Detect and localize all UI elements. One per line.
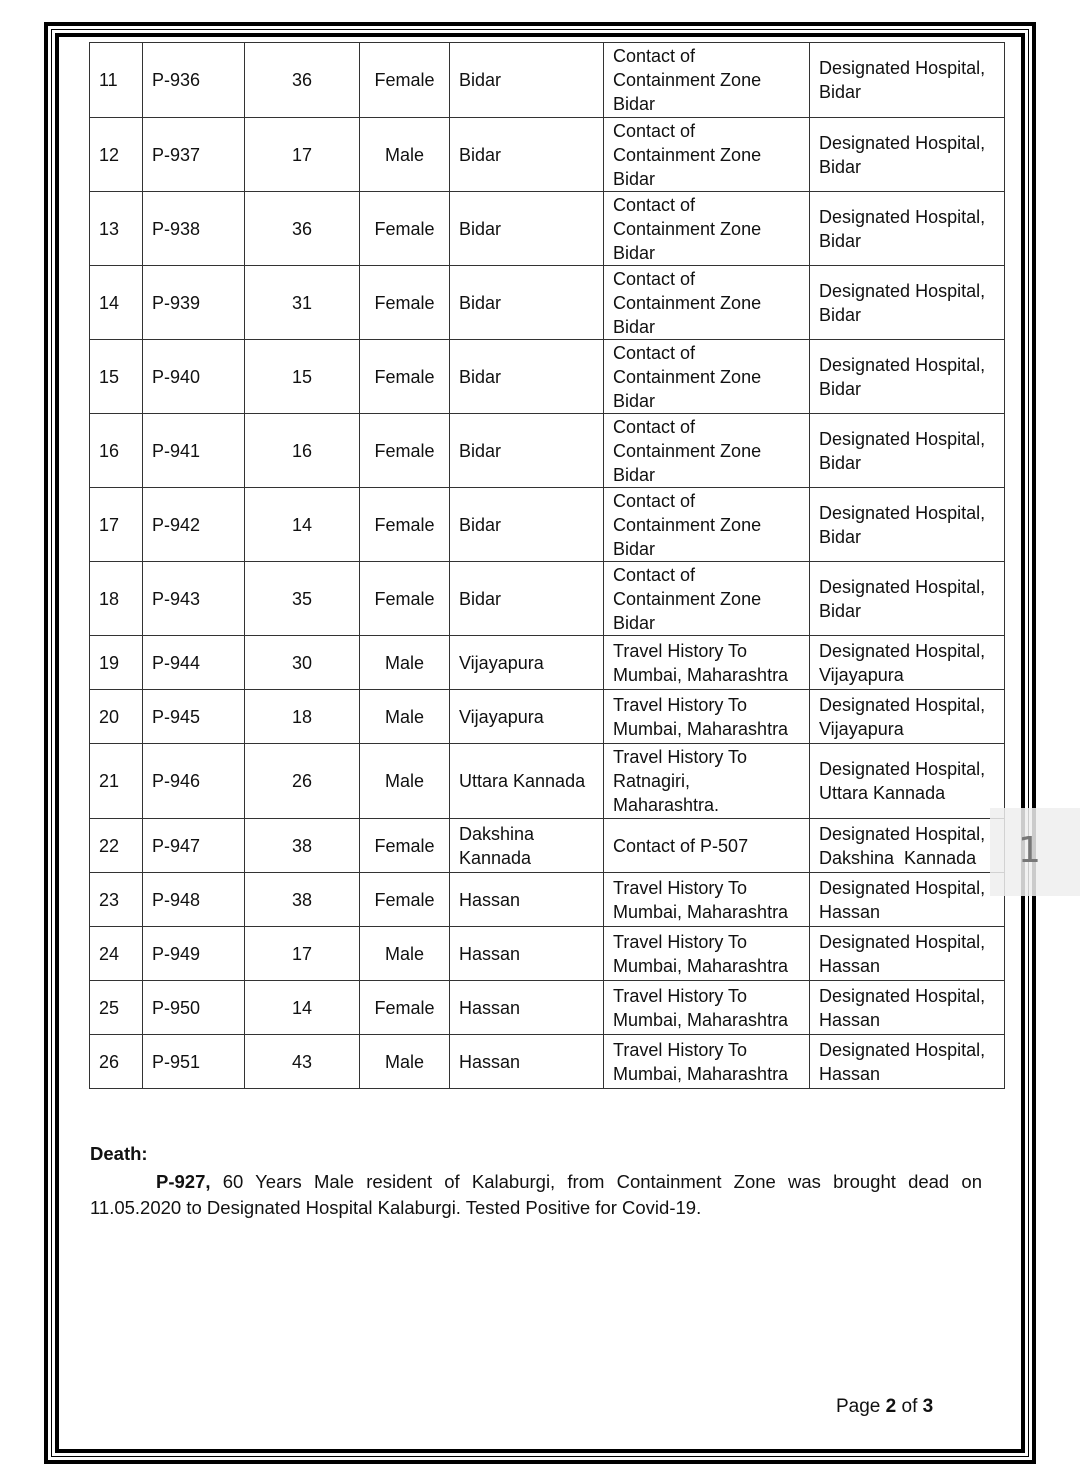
cell-district: Hassan <box>450 981 604 1035</box>
cell-travel-history <box>604 927 810 981</box>
cell-hospital <box>810 1035 1005 1089</box>
cell-hospital-line: Designated Hospital, <box>819 694 986 715</box>
cell-hospital <box>810 690 1005 744</box>
cell-hospital-line: Hassan <box>819 901 881 922</box>
cell-age: 14 <box>245 488 360 562</box>
cell-hospital <box>810 192 1005 266</box>
cell-hospital-line: Bidar <box>819 526 862 547</box>
cell-travel-history-line: Containment Zone <box>613 144 762 165</box>
cell-hospital-line: Designated Hospital, <box>819 877 986 898</box>
cell-gender: Male <box>360 744 450 819</box>
cell-hospital-line: Designated Hospital, <box>819 428 986 449</box>
cell-serial-number: 20 <box>90 690 143 744</box>
cell-hospital <box>810 414 1005 488</box>
footer-page-label: Page <box>836 1396 886 1417</box>
cell-patient-id: P-951 <box>143 1035 245 1089</box>
cell-hospital-line: Designated Hospital, <box>819 58 986 78</box>
cell-travel-history-line: Contact of <box>613 120 696 141</box>
cell-patient-id: P-945 <box>143 690 245 744</box>
cell-hospital <box>810 266 1005 340</box>
cell-hospital-line: Designated Hospital, <box>819 132 986 153</box>
cell-gender: Male <box>360 118 450 192</box>
cell-hospital-line: Vijayapura <box>819 664 904 685</box>
cell-age: 35 <box>245 562 360 636</box>
cell-hospital-line: Designated Hospital, <box>819 759 986 779</box>
cell-travel-history-line: Contact of <box>613 194 696 215</box>
table-row <box>90 118 1005 192</box>
cell-hospital <box>810 118 1005 192</box>
cell-hospital-line: Bidar <box>819 156 862 177</box>
table-row <box>90 192 1005 266</box>
table-row <box>90 414 1005 488</box>
cell-district: Bidar <box>450 414 604 488</box>
cell-gender: Female <box>360 873 450 927</box>
cell-gender: Female <box>360 192 450 266</box>
cell-age: 14 <box>245 981 360 1035</box>
death-details: 60 Years Male resident of Kalaburgi, from Containment Zone was brought dead on 11.05.2020 to Designated Hospital Kalaburgi. Tested Positive for Covid-19. <box>90 1171 982 1218</box>
cell-travel-history-line: Containment Zone <box>613 588 762 609</box>
cell-district: Hassan <box>450 873 604 927</box>
cell-gender: Male <box>360 690 450 744</box>
page-footer <box>836 1396 933 1418</box>
footer-total-pages: 3 <box>922 1396 934 1417</box>
cell-gender: Female <box>360 340 450 414</box>
cell-hospital-line: Bidar <box>819 600 862 621</box>
cell-travel-history <box>604 819 810 873</box>
cell-patient-id: P-940 <box>143 340 245 414</box>
cell-gender: Female <box>360 819 450 873</box>
cell-district: Vijayapura <box>450 690 604 744</box>
cell-gender: Female <box>360 266 450 340</box>
cell-travel-history-line: Containment Zone <box>613 366 762 387</box>
cell-serial-number: 17 <box>90 488 143 562</box>
cell-patient-id: P-947 <box>143 819 245 873</box>
cell-travel-history-line: Mumbai, Maharashtra <box>613 1009 789 1030</box>
cell-travel-history-line: Travel History To <box>613 1039 748 1060</box>
footer-current-page: 2 <box>885 1396 897 1417</box>
cell-travel-history-line: Maharashtra. <box>613 795 720 815</box>
cell-age: 38 <box>245 819 360 873</box>
table-row <box>90 562 1005 636</box>
cell-serial-number: 22 <box>90 819 143 873</box>
cell-travel-history-line: Travel History To <box>613 694 748 715</box>
cell-hospital-line: Designated Hospital, <box>819 931 986 952</box>
cell-hospital-line: Uttara Kannada <box>819 783 946 803</box>
cell-serial-number: 19 <box>90 636 143 690</box>
cell-age: 43 <box>245 1035 360 1089</box>
cell-travel-history-line: Bidar <box>613 464 656 485</box>
table-row <box>90 488 1005 562</box>
cell-hospital-line: Hassan <box>819 1063 881 1084</box>
cell-travel-history <box>604 414 810 488</box>
cell-gender: Female <box>360 562 450 636</box>
cell-travel-history <box>604 744 810 819</box>
cell-district: Bidar <box>450 488 604 562</box>
table-row <box>90 636 1005 690</box>
cell-age: 30 <box>245 636 360 690</box>
table-row <box>90 43 1005 118</box>
cell-travel-history-line: Contact of <box>613 46 696 66</box>
cell-travel-history <box>604 488 810 562</box>
cell-hospital-line: Designated Hospital, <box>819 502 986 523</box>
cell-district: Hassan <box>450 927 604 981</box>
cell-travel-history-line: Contact of <box>613 564 696 585</box>
cell-travel-history-line: Contact of <box>613 490 696 511</box>
cell-hospital-line: Bidar <box>819 378 862 399</box>
cell-travel-history-line: Mumbai, Maharashtra <box>613 664 789 685</box>
cell-hospital <box>810 340 1005 414</box>
cell-travel-history-line: Containment Zone <box>613 292 762 313</box>
cell-hospital-line: Designated Hospital, <box>819 1039 986 1060</box>
cell-age: 15 <box>245 340 360 414</box>
cell-gender: Female <box>360 43 450 118</box>
cell-serial-number: 24 <box>90 927 143 981</box>
cell-travel-history-line: Travel History To <box>613 931 748 952</box>
table-row <box>90 927 1005 981</box>
cell-hospital-line: Designated Hospital, <box>819 576 986 597</box>
footer-of-label: of <box>896 1396 923 1417</box>
cell-travel-history <box>604 43 810 118</box>
cell-hospital-line: Designated Hospital, <box>819 985 986 1006</box>
cell-age: 26 <box>245 744 360 819</box>
cell-travel-history-line: Containment Zone <box>613 514 762 535</box>
cell-travel-history <box>604 562 810 636</box>
cell-hospital <box>810 43 1005 118</box>
cell-district: Uttara Kannada <box>450 744 604 819</box>
cell-serial-number: 16 <box>90 414 143 488</box>
cell-serial-number: 13 <box>90 192 143 266</box>
cell-gender: Male <box>360 1035 450 1089</box>
cell-age: 16 <box>245 414 360 488</box>
cell-travel-history-line: Bidar <box>613 168 656 189</box>
cell-hospital <box>810 744 1005 819</box>
cell-travel-history-line: Travel History To <box>613 747 748 767</box>
cell-travel-history-line: Contact of <box>613 342 696 363</box>
cell-age: 17 <box>245 927 360 981</box>
cell-hospital-line: Bidar <box>819 82 862 102</box>
cell-travel-history-line: Mumbai, Maharashtra <box>613 901 789 922</box>
table-row <box>90 819 1005 873</box>
cell-hospital-line: Bidar <box>819 452 862 473</box>
cell-serial-number: 23 <box>90 873 143 927</box>
cell-hospital <box>810 873 1005 927</box>
cell-patient-id: P-939 <box>143 266 245 340</box>
cell-hospital-line: Bidar <box>819 304 862 325</box>
cell-serial-number: 25 <box>90 981 143 1035</box>
cell-travel-history-line: Bidar <box>613 242 656 263</box>
page-tab-number: 1 <box>1018 830 1041 871</box>
death-description <box>90 1169 982 1221</box>
cell-hospital-line: Hassan <box>819 1009 881 1030</box>
cell-patient-id: P-944 <box>143 636 245 690</box>
cell-travel-history <box>604 192 810 266</box>
table-row <box>90 873 1005 927</box>
cell-travel-history <box>604 981 810 1035</box>
death-patient-id: P-927, <box>156 1171 211 1192</box>
cell-age: 38 <box>245 873 360 927</box>
covid-cases-table <box>89 42 1005 1089</box>
cell-travel-history <box>604 340 810 414</box>
cell-serial-number: 26 <box>90 1035 143 1089</box>
cell-hospital <box>810 488 1005 562</box>
cell-district: Dakshina Kannada <box>450 819 604 873</box>
cell-gender: Female <box>360 488 450 562</box>
cell-age: 36 <box>245 192 360 266</box>
cell-hospital <box>810 927 1005 981</box>
cell-travel-history-line: Contact of <box>613 268 696 289</box>
cell-travel-history-line: Mumbai, Maharashtra <box>613 1063 789 1084</box>
page-number-tab[interactable] <box>990 808 1080 896</box>
cell-hospital-line: Designated Hospital, <box>819 206 986 227</box>
cell-patient-id: P-943 <box>143 562 245 636</box>
cell-patient-id: P-948 <box>143 873 245 927</box>
death-heading: Death: <box>90 1143 148 1164</box>
cell-serial-number: 14 <box>90 266 143 340</box>
cell-travel-history <box>604 873 810 927</box>
cell-district: Bidar <box>450 118 604 192</box>
cell-travel-history-line: Containment Zone <box>613 440 762 461</box>
cell-patient-id: P-937 <box>143 118 245 192</box>
cell-travel-history-line: Bidar <box>613 94 656 114</box>
cell-gender: Female <box>360 981 450 1035</box>
cell-serial-number: 18 <box>90 562 143 636</box>
cell-patient-id: P-946 <box>143 744 245 819</box>
cell-travel-history <box>604 1035 810 1089</box>
cell-hospital-line: Dakshina Kannada <box>819 847 977 868</box>
cell-travel-history-line: Containment Zone <box>613 218 762 239</box>
cell-district: Bidar <box>450 562 604 636</box>
cell-serial-number: 15 <box>90 340 143 414</box>
cell-age: 17 <box>245 118 360 192</box>
cell-district: Hassan <box>450 1035 604 1089</box>
table-body <box>90 43 1005 1089</box>
cell-hospital-line: Designated Hospital, <box>819 823 986 844</box>
cell-travel-history <box>604 118 810 192</box>
cell-travel-history-line: Contact of P-507 <box>613 835 749 856</box>
cell-travel-history <box>604 636 810 690</box>
table-row <box>90 690 1005 744</box>
cell-travel-history-line: Bidar <box>613 390 656 411</box>
cell-patient-id: P-938 <box>143 192 245 266</box>
cell-hospital <box>810 981 1005 1035</box>
cell-district: Bidar <box>450 266 604 340</box>
cell-travel-history-line: Contact of <box>613 416 696 437</box>
cell-district: Vijayapura <box>450 636 604 690</box>
cell-travel-history-line: Travel History To <box>613 985 748 1006</box>
table-row <box>90 981 1005 1035</box>
cell-age: 18 <box>245 690 360 744</box>
cell-travel-history-line: Ratnagiri, <box>613 771 691 791</box>
cell-hospital <box>810 562 1005 636</box>
cell-travel-history <box>604 266 810 340</box>
cell-hospital-line: Designated Hospital, <box>819 280 986 301</box>
cell-travel-history-line: Containment Zone <box>613 70 762 90</box>
table-row <box>90 744 1005 819</box>
cell-gender: Male <box>360 927 450 981</box>
cell-hospital-line: Bidar <box>819 230 862 251</box>
table-row <box>90 340 1005 414</box>
cell-travel-history-line: Bidar <box>613 538 656 559</box>
cell-hospital-line: Hassan <box>819 955 881 976</box>
cell-travel-history-line: Mumbai, Maharashtra <box>613 955 789 976</box>
cell-serial-number: 12 <box>90 118 143 192</box>
cell-district: Bidar <box>450 340 604 414</box>
cell-district: Bidar <box>450 192 604 266</box>
cell-serial-number: 21 <box>90 744 143 819</box>
cell-hospital <box>810 819 1005 873</box>
cell-district: Bidar <box>450 43 604 118</box>
cell-gender: Female <box>360 414 450 488</box>
table-row <box>90 1035 1005 1089</box>
cell-travel-history-line: Bidar <box>613 612 656 633</box>
cell-gender: Male <box>360 636 450 690</box>
cell-travel-history-line: Mumbai, Maharashtra <box>613 718 789 739</box>
cell-hospital-line: Designated Hospital, <box>819 354 986 375</box>
cell-age: 31 <box>245 266 360 340</box>
cell-patient-id: P-942 <box>143 488 245 562</box>
cell-patient-id: P-941 <box>143 414 245 488</box>
cell-travel-history-line: Bidar <box>613 316 656 337</box>
cell-patient-id: P-949 <box>143 927 245 981</box>
cell-patient-id: P-950 <box>143 981 245 1035</box>
cell-serial-number: 11 <box>90 43 143 118</box>
cell-travel-history-line: Travel History To <box>613 640 748 661</box>
cell-hospital-line: Designated Hospital, <box>819 640 986 661</box>
cell-hospital <box>810 636 1005 690</box>
cell-travel-history <box>604 690 810 744</box>
table-row <box>90 266 1005 340</box>
cell-travel-history-line: Travel History To <box>613 877 748 898</box>
cell-hospital-line: Vijayapura <box>819 718 904 739</box>
cell-age: 36 <box>245 43 360 118</box>
cell-patient-id: P-936 <box>143 43 245 118</box>
